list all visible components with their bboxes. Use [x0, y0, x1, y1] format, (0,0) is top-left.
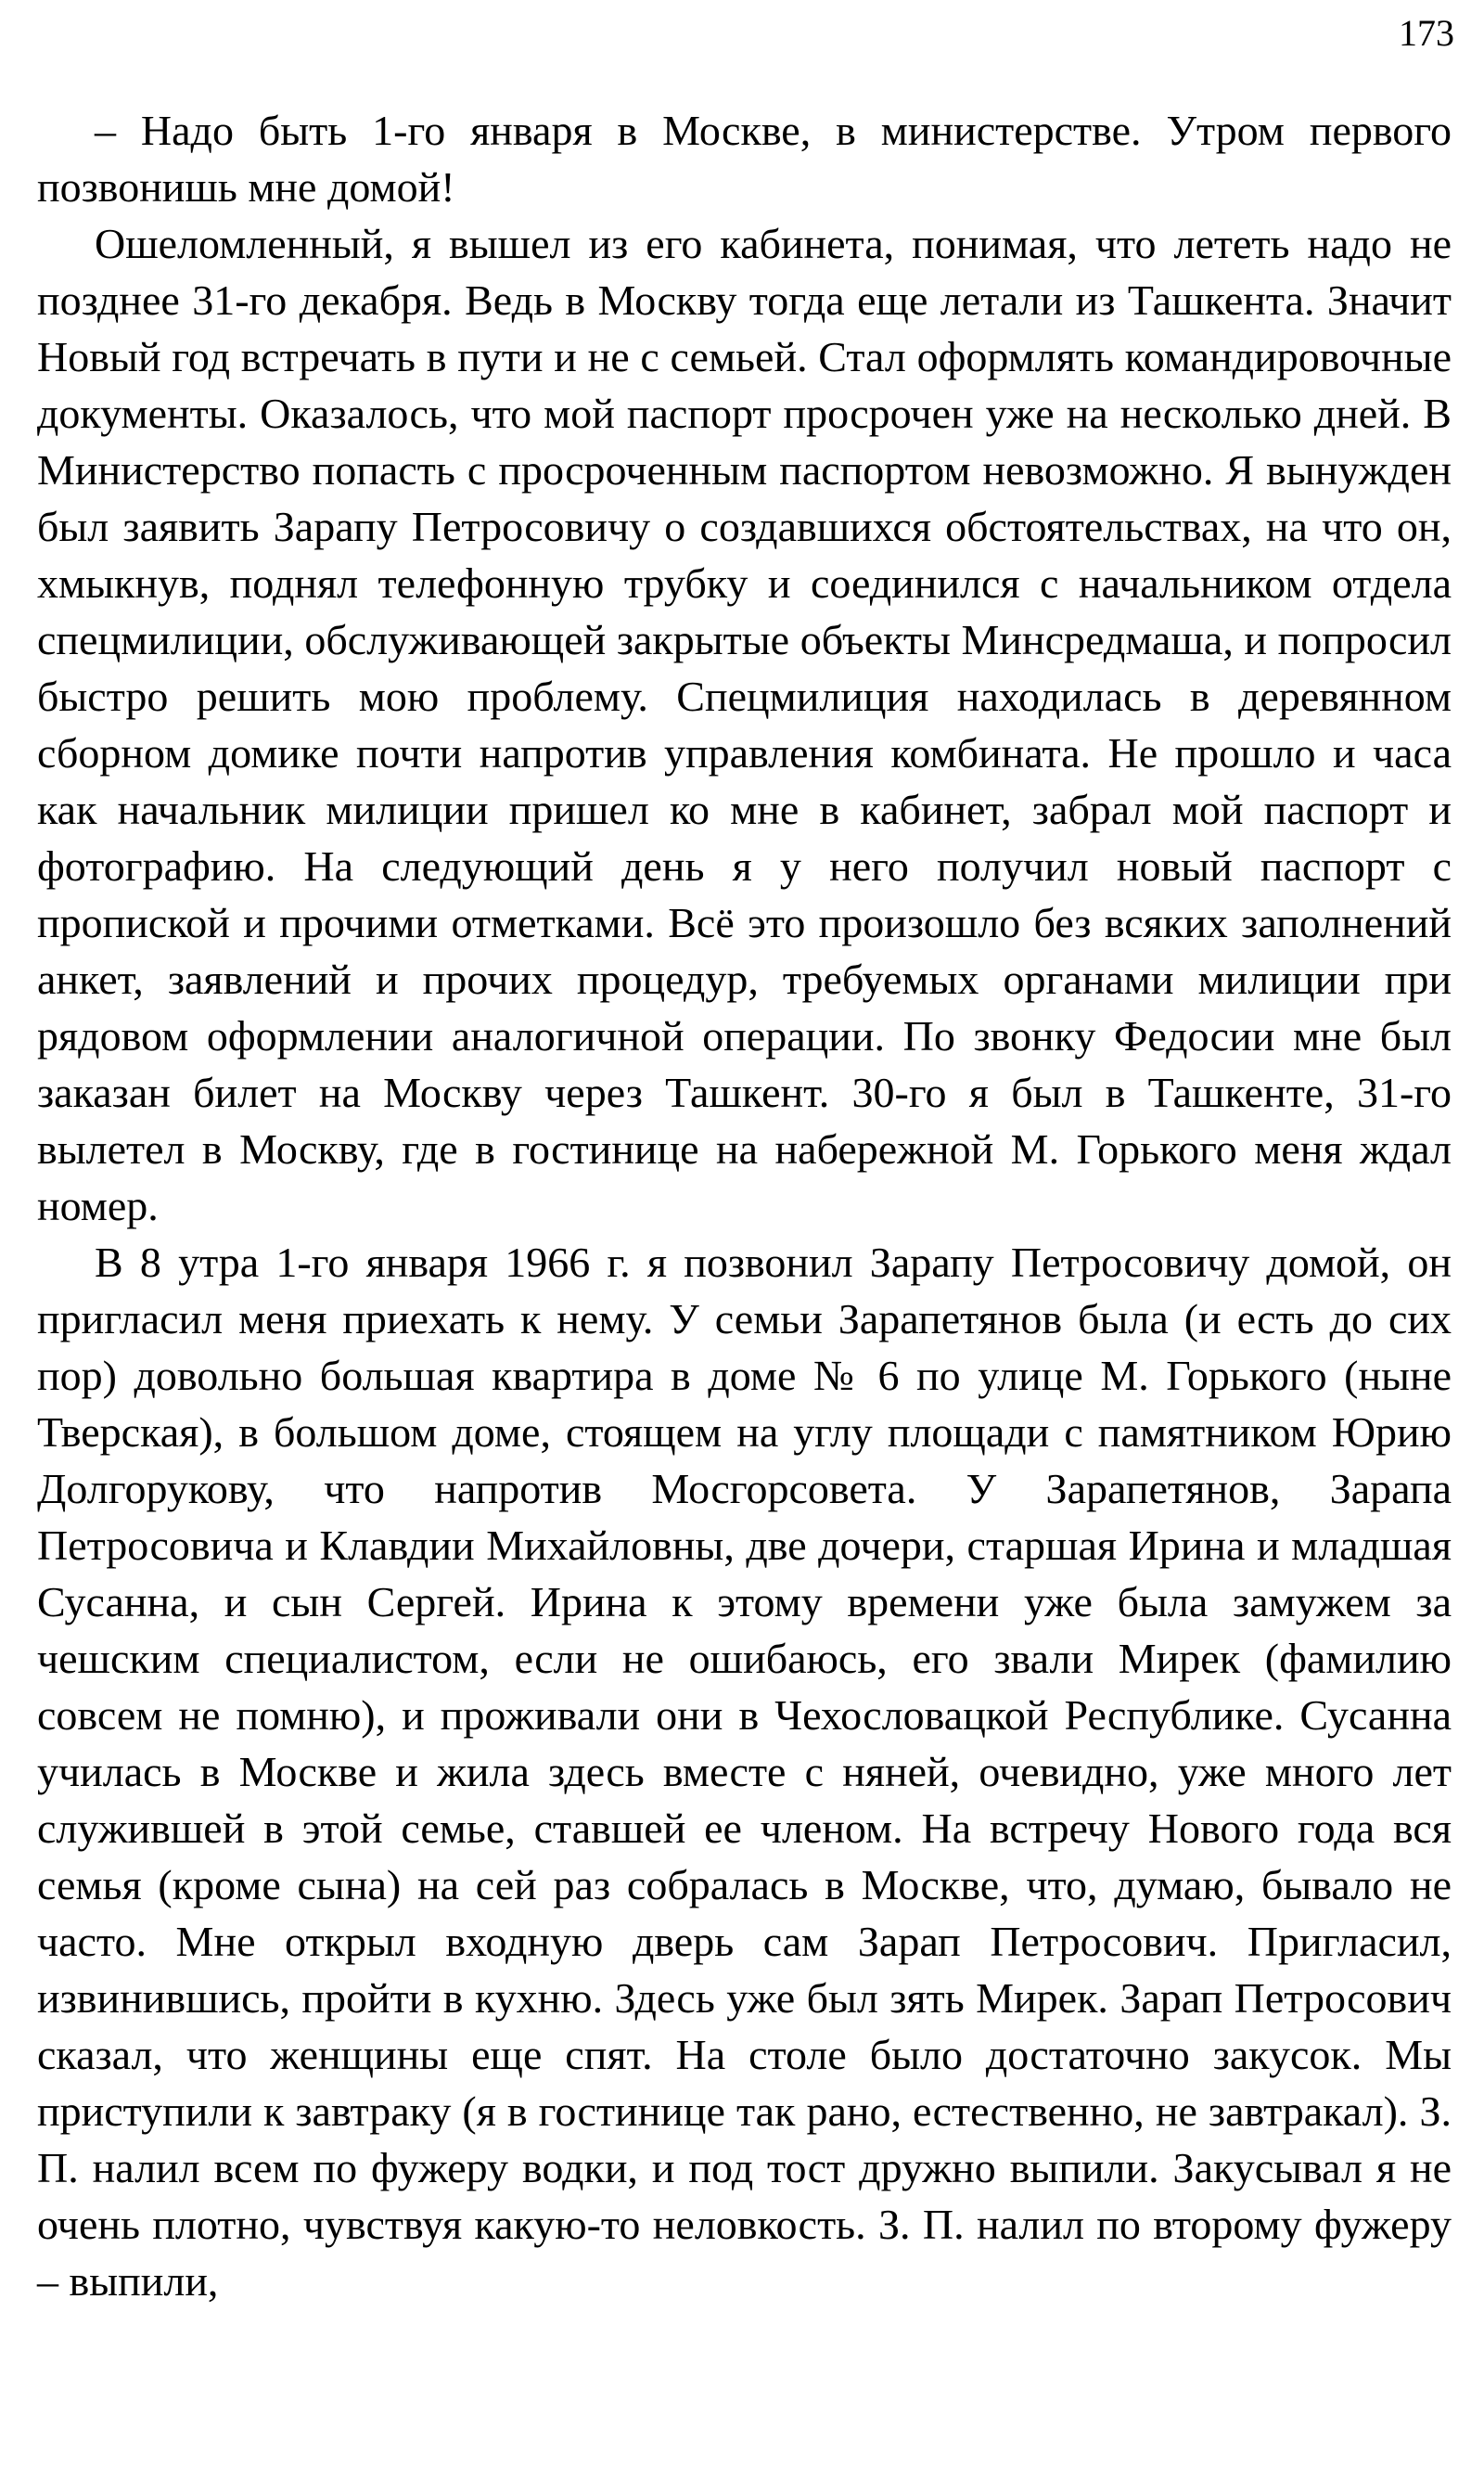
body-text	[37, 102, 1452, 2309]
page-number: 173	[1399, 12, 1454, 54]
paragraph-3: В 8 утра 1-го января 1966 г. я позвонил Зарапу Петросовичу домой, он пригласил меня приехать к нему. У семьи Зарапетянов была (и есть до сих пор) довольно большая квартира в доме № 6 по улице М. Горького (ныне Тверская), в большом доме, стоящем на углу площади с памятником Юрию Долгорукову, что напротив Мосгорсовета. У Зарапетянов, Зарапа Петросовича и Клавдии Михайловны, две дочери, старшая Ирина и младшая Сусанна, и сын Сергей. Ирина к этому времени уже была замужем за чешским специалистом, если не ошибаюсь, его звали Мирек (фамилию совсем не помню), и проживали они в Чехословацкой Республике. Сусанна училась в Москве и жила здесь вместе с няней, очевидно, уже много лет служившей в этой семье, ставшей ее членом. На встречу Нового года вся семья (кроме сына) на сей раз собралась в Москве, что, думаю, бывало не часто. Мне открыл входную дверь сам Зарап Петросович. Пригласил, извинившись, пройти в кухню. Здесь уже был зять Мирек. Зарап Петросович сказал, что женщины еще спят. На столе было достаточно закусок. Мы приступили к завтраку (я в гостинице так рано, естественно, не завтракал). З. П. налил всем по фужеру водки, и под тост дружно выпили. Закусывал я не очень плотно, чувствуя какую-то неловкость. З. П. налил по второму фужеру – выпили,	[37, 1239, 1452, 2305]
paragraph-2: Ошеломленный, я вышел из его кабинета, понимая, что лететь надо не позднее 31-го декабря. Ведь в Москву тогда еще летали из Ташкента. Значит Новый год встречать в пути и не с семьей. Стал оформлять командировочные документы. Оказалось, что мой паспорт просрочен уже на несколько дней. В Министерство попасть с просроченным паспортом невозможно. Я вынужден был заявить Зарапу Петросовичу о создавшихся обстоятельствах, на что он, хмыкнув, поднял телефонную трубку и соединился с начальником отдела спецмилиции, обслуживающей закрытые объекты Минсредмаша, и попросил быстро решить мою проблему. Спецмилиция находилась в деревянном сборном домике почти напротив управления комбината. Не прошло и часа как начальник милиции пришел ко мне в кабинет, забрал мой паспорт и фотографию. На следующий день я у него получил новый паспорт с пропиской и прочими отметками. Всё это произошло без всяких заполнений анкет, заявлений и прочих процедур, требуемых органами милиции при рядовом оформлении аналогичной операции. По звонку Федосии мне был заказан билет на Москву через Ташкент. 30-го я был в Ташкенте, 31-го вылетел в Москву, где в гостинице на набережной М. Горького меня ждал номер.	[37, 220, 1452, 1229]
paragraph-1: – Надо быть 1-го января в Москве, в министерстве. Утром первого позвонишь мне домой!	[37, 107, 1452, 211]
